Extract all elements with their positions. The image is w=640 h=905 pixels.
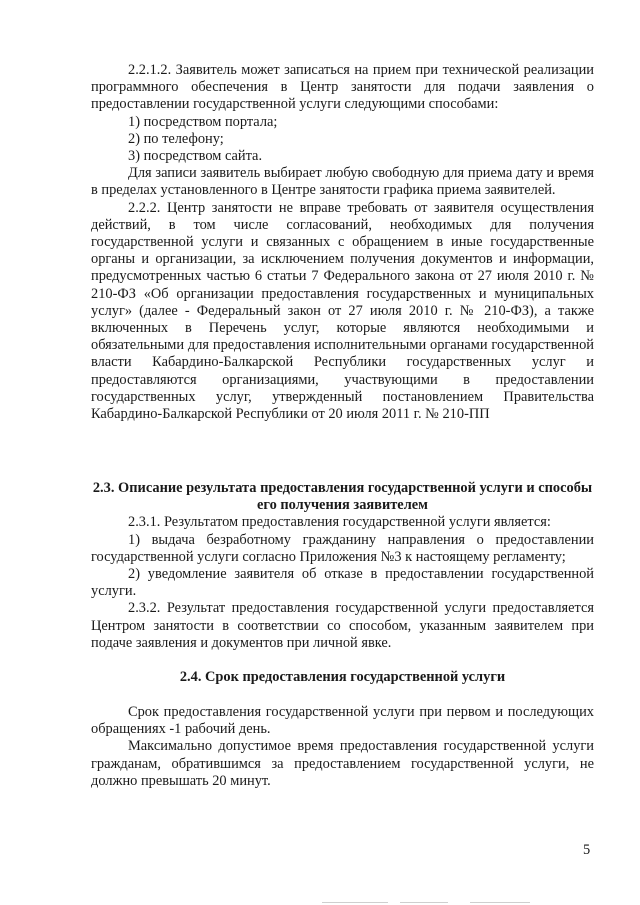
section-2-3 (91, 480, 594, 652)
paragraph-2-2-1-2: 2.2.1.2. Заявитель может записаться на прием при технической реализации программного обеспечения в Центр занятости для подачи заявления о предоставлении государственной услуги следующими способами: (91, 62, 594, 113)
paragraph-result-1: 1) выдача безработному гражданину направления о предоставлении государственной услуги согласно Приложения №3 к настоящему регламенту; (91, 531, 594, 565)
section-2-4 (91, 704, 594, 790)
heading-2-4: 2.4. Срок предоставления государственной услуги (179, 669, 506, 685)
scan-artifact-line (470, 902, 530, 903)
section-2-4-heading (91, 669, 594, 686)
paragraph-max-time: Максимально допустимое время предоставления государственной услуги гражданам, обратившимся за предоставлением государственной услуги, не должно превышать 20 минут. (91, 738, 594, 789)
paragraph-term: Срок предоставления государственной услуги при первом и последующих обращениях -1 рабочий день. (91, 704, 594, 738)
paragraph-2-3-1: 2.3.1. Результатом предоставления государственной услуги является: (128, 514, 551, 531)
paragraph-2-2-2: 2.2.2. Центр занятости не вправе требовать от заявителя осуществления действий, в том числе согласований, необходимых для получения государственной услуги и связанных с обращением в иные государственные органы и организации, за исключением получения документов и информации, предусмотренных частью 6 статьи 7 Федерального закона от 27 июля 2010 г. № 210-ФЗ «Об организации предоставления государственных и муниципальных услуг» (далее - Федеральный закон от 27 июля 2010 г. № 210-ФЗ), а также включенных в Перечень услуг, которые являются необходимыми и обязательными для предоставления исполнительными органами государственной власти Кабардино-Балкарской Республики государственных услуг и предоставляются организациями, участвующими в предоставлении государственных услуг, утвержденный постановлением Правительства Кабардино-Балкарской Республики от 20 июля 2011 г. № 210-ПП (91, 199, 594, 423)
section-2-2 (91, 62, 594, 423)
scan-artifact-line (400, 902, 448, 903)
list-item-site: 3) посредством сайта. (128, 148, 263, 165)
scan-artifact-line (322, 902, 388, 903)
paragraph-result-2: 2) уведомление заявителя об отказе в предоставлении государственной услуги. (91, 566, 594, 600)
paragraph-appointment: Для записи заявитель выбирает любую свободную для приема дату и время в пределах установленного в Центре занятости графика приема заявителей. (91, 165, 594, 199)
list-item-portal: 1) посредством портала; (128, 113, 278, 130)
heading-2-3: 2.3. Описание результата предоставления государственной услуги и способы его получения заявителем (92, 480, 593, 514)
list-item-phone: 2) по телефону; (128, 130, 224, 147)
paragraph-2-3-2: 2.3.2. Результат предоставления государственной услуги предоставляется Центром занятости в соответствии со способом, указанным заявителем при подаче заявления и документов при личной явке. (91, 600, 594, 651)
page-number: 5 (583, 842, 591, 858)
